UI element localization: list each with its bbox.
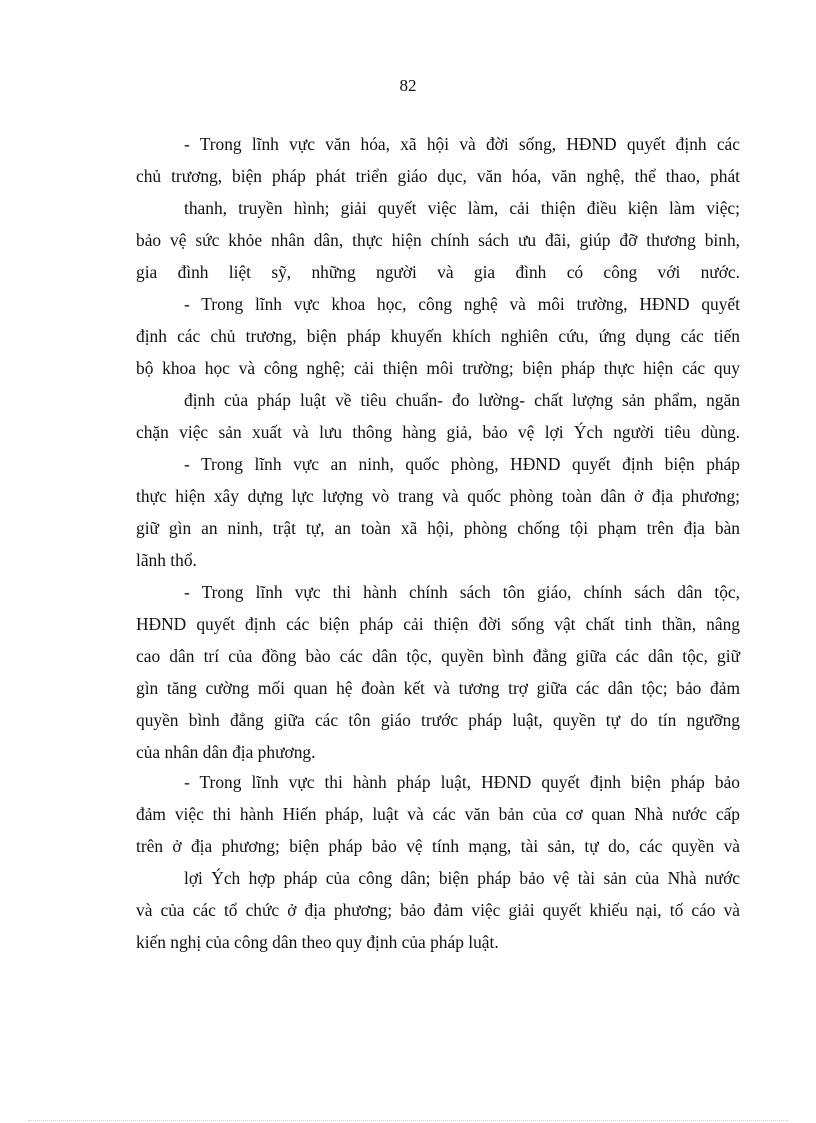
text-line: quyền bình đẳng giữa các tôn giáo trước pháp luật, quyền tự do tín ngưỡng xyxy=(136,710,740,730)
text-line: HĐND quyết định các biện pháp cải thiện đời sống vật chất tinh thần, nâng xyxy=(136,614,740,634)
text-line: giữ gìn an ninh, trật tự, an toàn xã hội, phòng chống tội phạm trên địa bàn xyxy=(136,518,740,538)
text-line: định các chủ trương, biện pháp khuyến khích nghiên cứu, ứng dụng các tiến xyxy=(136,326,740,346)
text-line: và của các tổ chức ở địa phương; bảo đảm việc giải quyết khiếu nại, tố cáo và xyxy=(136,900,740,920)
text-line: gia đình liệt sỹ, những người và gia đình có công với nước. xyxy=(136,262,740,282)
text-line: - Trong lĩnh vực thi hành chính sách tôn giáo, chính sách dân tộc, xyxy=(184,582,740,602)
text-line: trên ở địa phương; biện pháp bảo vệ tính mạng, tài sản, tự do, các quyền và xyxy=(136,836,740,856)
text-line: định của pháp luật về tiêu chuẩn- đo lường- chất lượng sản phẩm, ngăn xyxy=(184,390,740,410)
text-line: thực hiện xây dựng lực lượng vò trang và quốc phòng toàn dân ở địa phương; xyxy=(136,486,740,506)
page-number: 82 xyxy=(399,76,417,95)
text-line: - Trong lĩnh vực thi hành pháp luật, HĐND quyết định biện pháp bảo xyxy=(184,772,740,792)
text-line: bảo vệ sức khỏe nhân dân, thực hiện chính sách ưu đãi, giúp đỡ thương binh, xyxy=(136,230,740,250)
text-line: của nhân dân địa phương. xyxy=(136,742,316,762)
text-line: lợi Ých hợp pháp của công dân; biện pháp bảo vệ tài sản của Nhà nước xyxy=(184,868,740,888)
text-line: bộ khoa học và công nghệ; cải thiện môi trường; biện pháp thực hiện các quy xyxy=(136,358,740,378)
text-line: gìn tăng cường mối quan hệ đoàn kết và tương trợ giữa các dân tộc; bảo đảm xyxy=(136,678,740,698)
text-line: chủ trương, biện pháp phát triển giáo dục, văn hóa, văn nghệ, thể thao, phát xyxy=(136,166,740,186)
text-line: chặn việc sản xuất và lưu thông hàng giả, bảo vệ lợi Ých người tiêu dùng. xyxy=(136,422,740,442)
text-line: kiến nghị của công dân theo quy định của pháp luật. xyxy=(136,932,499,952)
text-line: lãnh thổ. xyxy=(136,550,197,570)
text-line: cao dân trí của đồng bào các dân tộc, quyền bình đẳng giữa các dân tộc, giữ xyxy=(136,646,740,666)
text-line: đảm việc thi hành Hiến pháp, luật và các văn bản của cơ quan Nhà nước cấp xyxy=(136,804,740,824)
text-line: - Trong lĩnh vực an ninh, quốc phòng, HĐND quyết định biện pháp xyxy=(184,454,740,474)
text-line: - Trong lĩnh vực văn hóa, xã hội và đời sống, HĐND quyết định các xyxy=(184,134,740,154)
text-line: - Trong lĩnh vực khoa học, công nghệ và môi trường, HĐND quyết xyxy=(184,294,740,314)
text-line: thanh, truyền hình; giải quyết việc làm, cải thiện điều kiện làm việc; xyxy=(184,198,740,218)
footer-rule xyxy=(28,1120,788,1121)
